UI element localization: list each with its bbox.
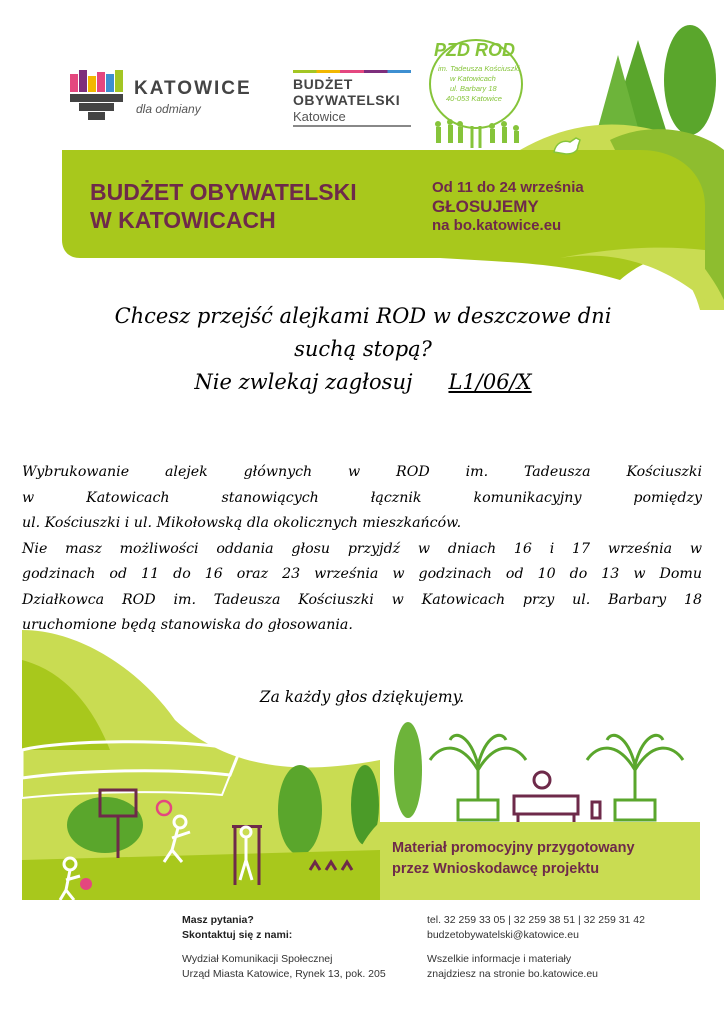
headline-call-to-action: Nie zwlekaj zagłosuj: [194, 370, 413, 394]
banner-vote-info: [432, 178, 584, 235]
bo-logo-line3: Katowice: [293, 109, 346, 124]
budzet-obywatelski-logo: [293, 70, 415, 128]
body-line: Wybrukowanie alejek głównych w ROD im. Tadeusza Kościuszki: [22, 464, 702, 480]
footer-department: Wydział Komunikacji Społecznej: [182, 953, 333, 965]
pzd-address-line: 40-053 Katowice: [446, 94, 502, 103]
headline-line3: [60, 366, 666, 399]
katowice-tagline: dla odmiany: [136, 102, 201, 116]
project-code: L1/06/X: [448, 370, 532, 394]
body-line: uruchomione będą stanowiska do głosowania.: [22, 617, 353, 633]
pzd-rod-logo: [428, 36, 524, 152]
promo-line2: przez Wnioskodawcę projektu: [392, 861, 600, 877]
footer-address: Urząd Miasta Katowice, Rynek 13, pok. 205: [182, 968, 386, 980]
footer-phone: tel. 32 259 33 05 | 32 259 38 51 | 32 259 31 42: [427, 914, 645, 926]
banner-vote-label: GŁOSUJEMY: [432, 197, 539, 216]
katowice-logo: [70, 70, 260, 130]
headline-line1: Chcesz przejść alejkami ROD w deszczowe dni: [114, 304, 612, 328]
footer-question: Masz pytania?: [182, 914, 254, 926]
body-line: w Katowicach stanowiących łącznik komunikacyjny pomiędzy: [22, 489, 702, 506]
body-line: ul. Kościuszki i ul. Mikołowską dla okolicznych mieszkańców.: [22, 515, 462, 531]
banner-date: Od 11 do 24 września: [432, 179, 584, 196]
footer-website: znajdziesz na stronie bo.katowice.eu: [427, 968, 599, 980]
header-graphics: [0, 0, 724, 310]
pzd-address-line: w Katowicach: [450, 74, 496, 83]
headline-line2: suchą stopą?: [294, 337, 432, 361]
body-line: Nie masz możliwości oddania głosu przyjdź w dniach 16 i 17 września w: [22, 540, 702, 557]
headline: [60, 300, 666, 399]
katowice-logo-mark: [70, 70, 124, 124]
pzd-rod-title: PZD ROD: [434, 40, 515, 60]
banner-site: na bo.katowice.eu: [432, 217, 562, 234]
pzd-address-line: ul. Barbary 18: [450, 84, 497, 93]
project-description: [22, 460, 702, 639]
bo-logo-line1: BUDŻET: [293, 76, 353, 92]
body-line: Działkowca ROD im. Tadeusza Kościuszki w Katowicach przy ul. Barbary 18: [22, 591, 702, 608]
footer-email-link[interactable]: budzetobywatelski@katowice.eu: [427, 929, 579, 941]
footer-info: Wszelkie informacje i materiały: [427, 953, 572, 965]
footer-contact-label: Skontaktuj się z nami:: [182, 929, 293, 941]
banner-title: [90, 178, 357, 234]
dog-icon: [550, 132, 586, 158]
banner-title-line2: W KATOWICACH: [90, 207, 276, 233]
bo-underline: [293, 125, 411, 127]
promo-line1: Materiał promocyjny przygotowany: [392, 840, 635, 856]
body-line: godzinach od 11 do 16 oraz 23 września w godzinach od 10 do 13 w Domu: [22, 566, 702, 582]
pzd-address-line: im. Tadeusza Kościuszki: [438, 64, 520, 73]
katowice-wordmark: KATOWICE: [134, 78, 252, 99]
banner-title-line1: BUDŻET OBYWATELSKI: [90, 179, 357, 205]
bo-logo-line2: OBYWATELSKI: [293, 92, 401, 108]
promo-note: [392, 838, 635, 880]
bo-color-bar: [293, 70, 411, 73]
thanks-text: Za każdy głos dziękujemy.: [259, 688, 465, 706]
